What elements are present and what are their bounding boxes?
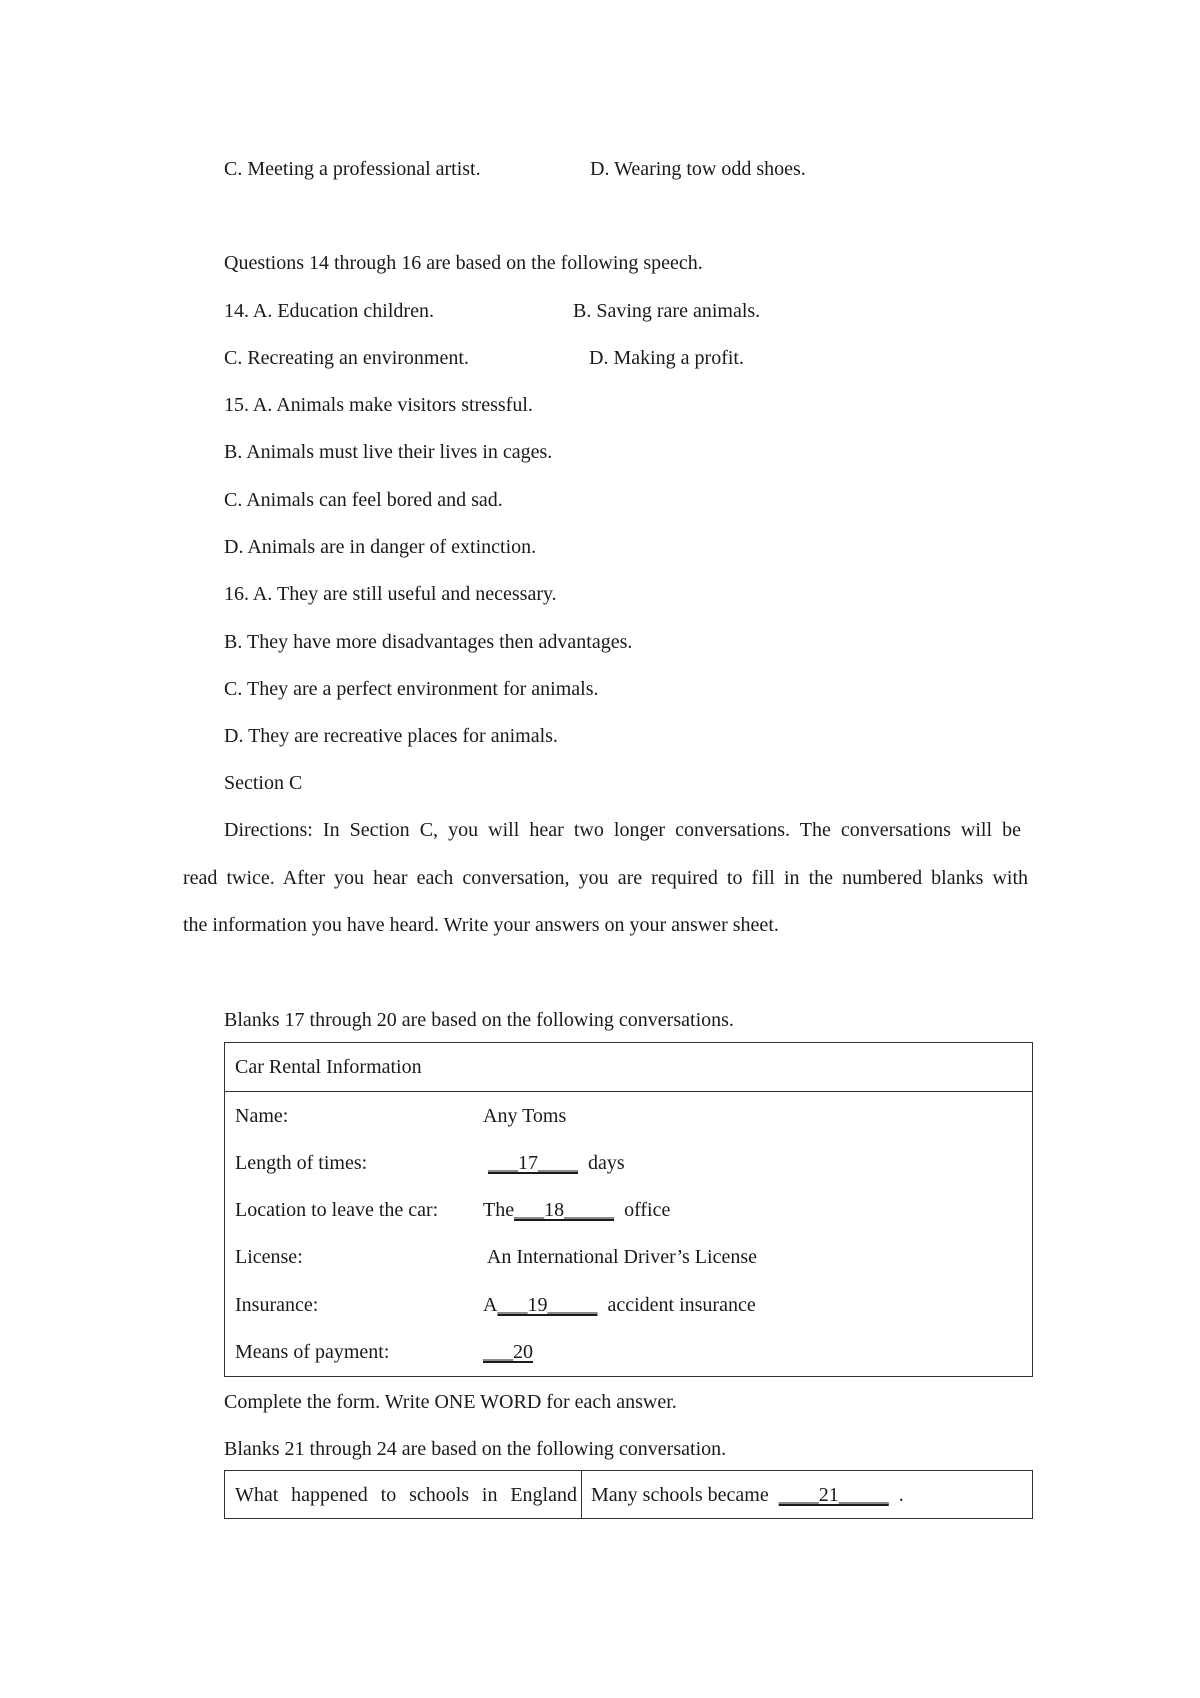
blanks-17-20-intro: Blanks 17 through 20 are based on the following conversations. <box>224 1009 734 1031</box>
row-location-value <box>483 1198 670 1222</box>
row-length-post: days <box>578 1152 625 1174</box>
option-16d: D. They are recreative places for animals. <box>224 725 558 747</box>
option-13c: C. Meeting a professional artist. <box>224 158 481 180</box>
section-title: Section C <box>224 772 303 794</box>
option-14d: D. Making a profit. <box>589 347 744 369</box>
row-location-post: office <box>614 1199 671 1221</box>
option-15c: C. Animals can feel bored and sad. <box>224 489 503 511</box>
schools-answer-post: . <box>888 1484 904 1506</box>
form-header <box>225 1043 1032 1092</box>
row-location-label: Location to leave the car: <box>235 1199 439 1221</box>
option-15b: B. Animals must live their lives in cages. <box>224 441 553 463</box>
row-name-value <box>483 1104 566 1128</box>
option-15a: 15. A. Animals make visitors stressful. <box>224 394 533 416</box>
row-insurance-label: Insurance: <box>235 1294 319 1316</box>
directions-line-2: read twice. After you hear each conversation, you are required to fill in the numbered blanks with <box>183 867 1028 889</box>
row-length-value <box>483 1151 625 1175</box>
row-length-label: Length of times: <box>235 1152 368 1174</box>
speech-intro: Questions 14 through 16 are based on the following speech. <box>224 252 703 274</box>
option-14c: C. Recreating an environment. <box>224 347 469 369</box>
option-14a: 14. A. Education children. <box>224 300 434 322</box>
blank-18: ___18_____ <box>514 1199 615 1221</box>
form-title: Car Rental Information <box>235 1056 422 1078</box>
schools-table <box>224 1470 1033 1519</box>
option-16a: 16. A. They are still useful and necessary. <box>224 583 557 605</box>
blank-20: ___20 <box>483 1341 533 1363</box>
blank-17: ___17____ <box>488 1152 578 1174</box>
directions-line-1: Directions: In Section C, you will hear two longer conversations. The conversations will be <box>224 819 1021 841</box>
row-insurance-pre: A <box>483 1294 498 1316</box>
row-location-pre: The <box>483 1199 515 1221</box>
row-license-value <box>483 1245 757 1269</box>
row-payment-value <box>483 1340 533 1364</box>
row-name-text: Any Toms <box>483 1105 567 1127</box>
row-license-text: An International Driver’s License <box>486 1246 757 1268</box>
table-divider <box>581 1471 582 1518</box>
option-15d: D. Animals are in danger of extinction. <box>224 536 537 558</box>
option-16b: B. They have more disadvantages then advantages. <box>224 631 633 653</box>
row-name-label: Name: <box>235 1105 289 1127</box>
schools-question: What happened to schools in England <box>235 1484 577 1506</box>
car-rental-form <box>224 1042 1033 1377</box>
schools-answer-pre: Many schools became <box>591 1484 779 1506</box>
row-license-label: License: <box>235 1246 303 1268</box>
blank-21: ____21_____ <box>778 1484 889 1506</box>
option-16c: C. They are a perfect environment for animals. <box>224 678 599 700</box>
option-13d: D. Wearing tow odd shoes. <box>590 158 806 180</box>
schools-answer <box>591 1483 904 1507</box>
row-insurance-post: accident insurance <box>597 1294 756 1316</box>
row-payment-label: Means of payment: <box>235 1341 390 1363</box>
form-note: Complete the form. Write ONE WORD for each answer. <box>224 1391 677 1413</box>
directions-line-3: the information you have heard. Write your answers on your answer sheet. <box>183 914 779 936</box>
row-insurance-value <box>483 1293 756 1317</box>
blanks-21-24-intro: Blanks 21 through 24 are based on the following conversation. <box>224 1438 727 1460</box>
blank-19: ___19_____ <box>497 1294 598 1316</box>
option-14b: B. Saving rare animals. <box>573 300 761 322</box>
